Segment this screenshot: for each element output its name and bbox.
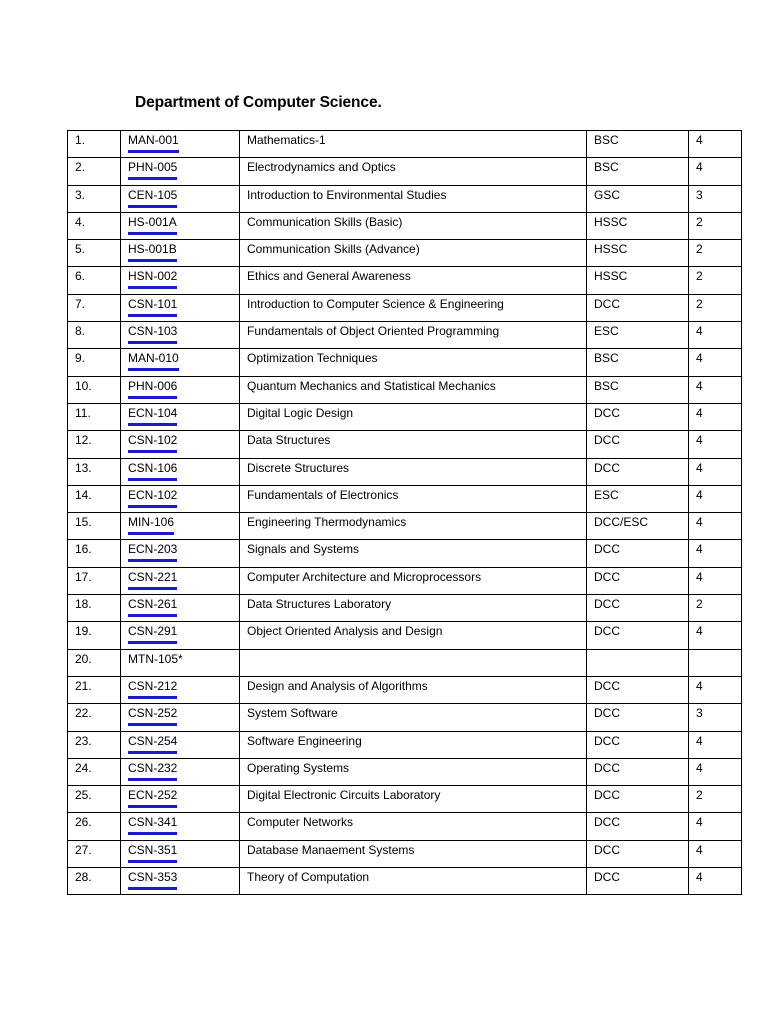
row-number: 11. bbox=[68, 403, 121, 430]
row-number: 10. bbox=[68, 376, 121, 403]
page-title: Department of Computer Science. bbox=[135, 94, 382, 111]
course-code: ECN-104 bbox=[128, 407, 177, 426]
course-category: ESC bbox=[587, 322, 689, 349]
course-name: Database Manaement Systems bbox=[240, 840, 587, 867]
table-row bbox=[68, 158, 742, 185]
course-credits: 2 bbox=[689, 786, 742, 813]
course-name: Communication Skills (Basic) bbox=[240, 212, 587, 239]
course-category: DCC bbox=[587, 758, 689, 785]
course-category: DCC bbox=[587, 704, 689, 731]
row-number: 9. bbox=[68, 349, 121, 376]
table-row bbox=[68, 376, 742, 403]
course-name: Optimization Techniques bbox=[240, 349, 587, 376]
course-code: CSN-261 bbox=[128, 598, 177, 617]
course-code-cell bbox=[121, 567, 240, 594]
table-row bbox=[68, 349, 742, 376]
table-row bbox=[68, 758, 742, 785]
row-number: 5. bbox=[68, 240, 121, 267]
table-row bbox=[68, 731, 742, 758]
table-row bbox=[68, 267, 742, 294]
row-number: 28. bbox=[68, 868, 121, 895]
course-code: ECN-203 bbox=[128, 543, 177, 562]
course-code: MTN-105* bbox=[128, 651, 183, 666]
course-code: MAN-010 bbox=[128, 352, 179, 371]
table-row bbox=[68, 676, 742, 703]
row-number: 21. bbox=[68, 676, 121, 703]
course-code-cell bbox=[121, 485, 240, 512]
course-code: CSN-103 bbox=[128, 325, 177, 344]
row-number: 16. bbox=[68, 540, 121, 567]
course-name: Electrodynamics and Optics bbox=[240, 158, 587, 185]
table-row bbox=[68, 868, 742, 895]
course-name bbox=[240, 649, 587, 676]
course-code-cell bbox=[121, 758, 240, 785]
course-name: Communication Skills (Advance) bbox=[240, 240, 587, 267]
course-code-cell bbox=[121, 731, 240, 758]
course-credits: 2 bbox=[689, 595, 742, 622]
table-row bbox=[68, 403, 742, 430]
course-code-cell bbox=[121, 540, 240, 567]
course-credits: 3 bbox=[689, 704, 742, 731]
course-category: DCC bbox=[587, 540, 689, 567]
course-code-cell bbox=[121, 212, 240, 239]
course-code-cell bbox=[121, 840, 240, 867]
table-row bbox=[68, 131, 742, 158]
course-name: Engineering Thermodynamics bbox=[240, 513, 587, 540]
table-row bbox=[68, 595, 742, 622]
course-category: GSC bbox=[587, 185, 689, 212]
course-name: Software Engineering bbox=[240, 731, 587, 758]
course-code: CSN-221 bbox=[128, 571, 177, 590]
course-name: Digital Electronic Circuits Laboratory bbox=[240, 786, 587, 813]
course-code-cell bbox=[121, 131, 240, 158]
course-credits: 4 bbox=[689, 513, 742, 540]
course-code-cell bbox=[121, 786, 240, 813]
row-number: 19. bbox=[68, 622, 121, 649]
course-code: ECN-102 bbox=[128, 489, 177, 508]
course-name: Fundamentals of Electronics bbox=[240, 485, 587, 512]
course-name: Ethics and General Awareness bbox=[240, 267, 587, 294]
course-category: DCC bbox=[587, 868, 689, 895]
course-name: Introduction to Computer Science & Engineering bbox=[240, 294, 587, 321]
course-code-cell bbox=[121, 267, 240, 294]
course-name: Quantum Mechanics and Statistical Mechanics bbox=[240, 376, 587, 403]
course-code: PHN-005 bbox=[128, 161, 177, 180]
course-category: DCC bbox=[587, 595, 689, 622]
course-name: Mathematics-1 bbox=[240, 131, 587, 158]
course-name: Data Structures bbox=[240, 431, 587, 458]
row-number: 24. bbox=[68, 758, 121, 785]
row-number: 23. bbox=[68, 731, 121, 758]
course-code: CSN-291 bbox=[128, 625, 177, 644]
course-code-cell bbox=[121, 868, 240, 895]
row-number: 14. bbox=[68, 485, 121, 512]
course-code-cell bbox=[121, 649, 240, 676]
row-number: 8. bbox=[68, 322, 121, 349]
table-row bbox=[68, 485, 742, 512]
course-code-cell bbox=[121, 349, 240, 376]
course-code: CSN-101 bbox=[128, 298, 177, 317]
course-credits bbox=[689, 649, 742, 676]
course-code-cell bbox=[121, 431, 240, 458]
course-credits: 4 bbox=[689, 322, 742, 349]
course-credits: 4 bbox=[689, 676, 742, 703]
course-credits: 4 bbox=[689, 731, 742, 758]
course-credits: 4 bbox=[689, 431, 742, 458]
table-row bbox=[68, 240, 742, 267]
course-name: Data Structures Laboratory bbox=[240, 595, 587, 622]
course-category: BSC bbox=[587, 158, 689, 185]
table-row bbox=[68, 185, 742, 212]
table-row bbox=[68, 704, 742, 731]
course-category bbox=[587, 649, 689, 676]
course-code: HS-001B bbox=[128, 243, 177, 262]
course-name: Computer Architecture and Microprocessors bbox=[240, 567, 587, 594]
course-credits: 2 bbox=[689, 240, 742, 267]
table-row bbox=[68, 458, 742, 485]
course-code: CEN-105 bbox=[128, 189, 177, 208]
course-credits: 4 bbox=[689, 567, 742, 594]
course-name: Theory of Computation bbox=[240, 868, 587, 895]
course-code-cell bbox=[121, 595, 240, 622]
row-number: 26. bbox=[68, 813, 121, 840]
table-row bbox=[68, 513, 742, 540]
table-row bbox=[68, 322, 742, 349]
course-name: Discrete Structures bbox=[240, 458, 587, 485]
course-code-cell bbox=[121, 513, 240, 540]
row-number: 17. bbox=[68, 567, 121, 594]
course-name: Digital Logic Design bbox=[240, 403, 587, 430]
course-credits: 4 bbox=[689, 458, 742, 485]
row-number: 15. bbox=[68, 513, 121, 540]
course-code: CSN-351 bbox=[128, 844, 177, 863]
course-credits: 4 bbox=[689, 840, 742, 867]
course-code-cell bbox=[121, 813, 240, 840]
course-name: Introduction to Environmental Studies bbox=[240, 185, 587, 212]
course-code-cell bbox=[121, 294, 240, 321]
course-credits: 4 bbox=[689, 540, 742, 567]
course-code: CSN-341 bbox=[128, 816, 177, 835]
table-row bbox=[68, 294, 742, 321]
course-code-cell bbox=[121, 676, 240, 703]
course-code-cell bbox=[121, 622, 240, 649]
course-code: PHN-006 bbox=[128, 380, 177, 399]
course-category: DCC bbox=[587, 567, 689, 594]
course-code-cell bbox=[121, 185, 240, 212]
table-row bbox=[68, 786, 742, 813]
row-number: 22. bbox=[68, 704, 121, 731]
course-category: DCC bbox=[587, 622, 689, 649]
course-category: DCC bbox=[587, 458, 689, 485]
course-name: System Software bbox=[240, 704, 587, 731]
course-code: CSN-232 bbox=[128, 762, 177, 781]
table-row bbox=[68, 813, 742, 840]
course-name: Object Oriented Analysis and Design bbox=[240, 622, 587, 649]
course-name: Computer Networks bbox=[240, 813, 587, 840]
course-credits: 3 bbox=[689, 185, 742, 212]
course-credits: 4 bbox=[689, 403, 742, 430]
table-row bbox=[68, 622, 742, 649]
course-credits: 4 bbox=[689, 485, 742, 512]
course-code-cell bbox=[121, 376, 240, 403]
table-row bbox=[68, 540, 742, 567]
row-number: 25. bbox=[68, 786, 121, 813]
course-category: DCC bbox=[587, 431, 689, 458]
course-credits: 4 bbox=[689, 349, 742, 376]
course-code: CSN-102 bbox=[128, 434, 177, 453]
course-credits: 4 bbox=[689, 376, 742, 403]
course-category: HSSC bbox=[587, 267, 689, 294]
row-number: 2. bbox=[68, 158, 121, 185]
course-code: CSN-106 bbox=[128, 462, 177, 481]
course-credits: 4 bbox=[689, 158, 742, 185]
course-code: CSN-212 bbox=[128, 680, 177, 699]
course-code: HS-001A bbox=[128, 216, 177, 235]
course-code-cell bbox=[121, 403, 240, 430]
row-number: 6. bbox=[68, 267, 121, 294]
table-row bbox=[68, 212, 742, 239]
course-credits: 4 bbox=[689, 813, 742, 840]
course-category: DCC bbox=[587, 676, 689, 703]
course-name: Signals and Systems bbox=[240, 540, 587, 567]
row-number: 4. bbox=[68, 212, 121, 239]
course-code-cell bbox=[121, 322, 240, 349]
row-number: 12. bbox=[68, 431, 121, 458]
course-code: CSN-254 bbox=[128, 735, 177, 754]
row-number: 3. bbox=[68, 185, 121, 212]
course-name: Fundamentals of Object Oriented Programming bbox=[240, 322, 587, 349]
course-category: DCC/ESC bbox=[587, 513, 689, 540]
row-number: 27. bbox=[68, 840, 121, 867]
row-number: 7. bbox=[68, 294, 121, 321]
row-number: 18. bbox=[68, 595, 121, 622]
course-category: ESC bbox=[587, 485, 689, 512]
course-credits: 4 bbox=[689, 131, 742, 158]
table-row bbox=[68, 567, 742, 594]
course-credits: 2 bbox=[689, 267, 742, 294]
course-code: CSN-353 bbox=[128, 871, 177, 890]
table-row bbox=[68, 840, 742, 867]
course-code: MIN-106 bbox=[128, 516, 174, 535]
course-code-cell bbox=[121, 158, 240, 185]
course-category: HSSC bbox=[587, 240, 689, 267]
row-number: 13. bbox=[68, 458, 121, 485]
course-category: BSC bbox=[587, 376, 689, 403]
course-code-cell bbox=[121, 704, 240, 731]
row-number: 20. bbox=[68, 649, 121, 676]
course-category: BSC bbox=[587, 349, 689, 376]
course-code: HSN-002 bbox=[128, 270, 177, 289]
course-category: DCC bbox=[587, 786, 689, 813]
course-credits: 4 bbox=[689, 758, 742, 785]
course-credits: 4 bbox=[689, 622, 742, 649]
course-category: DCC bbox=[587, 403, 689, 430]
course-code: MAN-001 bbox=[128, 134, 179, 153]
course-code: ECN-252 bbox=[128, 789, 177, 808]
row-number: 1. bbox=[68, 131, 121, 158]
course-category: DCC bbox=[587, 294, 689, 321]
course-category: BSC bbox=[587, 131, 689, 158]
course-category: HSSC bbox=[587, 212, 689, 239]
course-code-cell bbox=[121, 240, 240, 267]
course-category: DCC bbox=[587, 813, 689, 840]
table-row bbox=[68, 431, 742, 458]
course-table bbox=[67, 130, 742, 895]
course-name: Design and Analysis of Algorithms bbox=[240, 676, 587, 703]
course-code-cell bbox=[121, 458, 240, 485]
table-row bbox=[68, 649, 742, 676]
course-category: DCC bbox=[587, 731, 689, 758]
course-credits: 2 bbox=[689, 212, 742, 239]
course-code: CSN-252 bbox=[128, 707, 177, 726]
course-category: DCC bbox=[587, 840, 689, 867]
course-credits: 2 bbox=[689, 294, 742, 321]
course-credits: 4 bbox=[689, 868, 742, 895]
course-name: Operating Systems bbox=[240, 758, 587, 785]
course-table-body bbox=[68, 131, 742, 895]
